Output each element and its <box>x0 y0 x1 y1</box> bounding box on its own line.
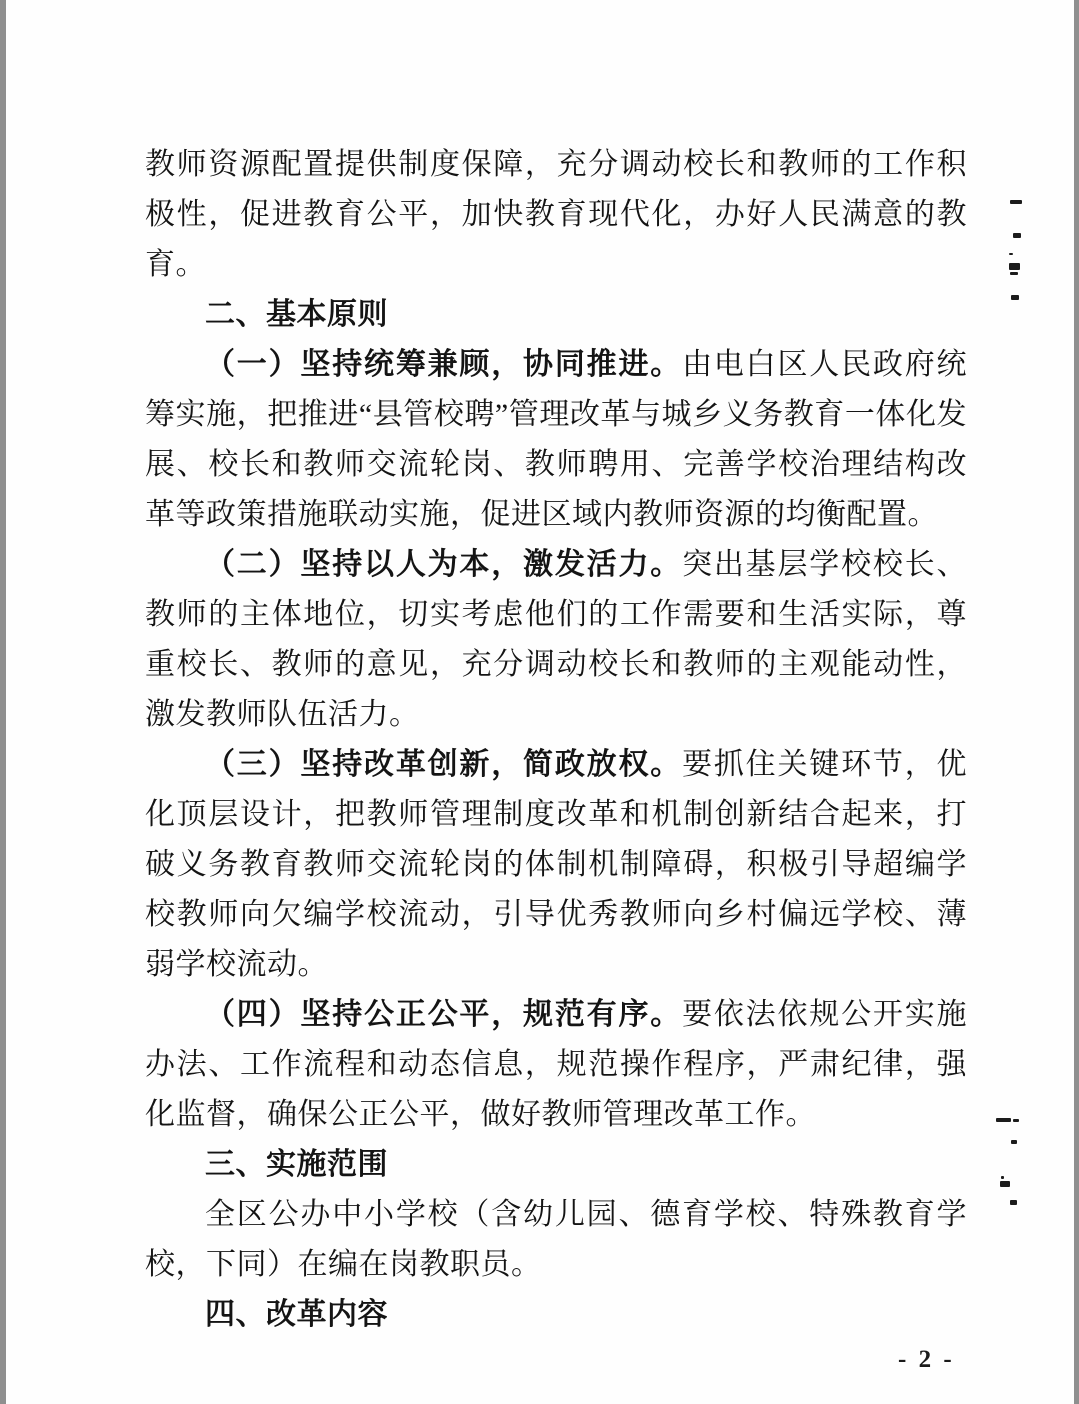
scan-artifact <box>1013 1119 1019 1122</box>
scope-paragraph: 全区公办中小学校（含幼儿园、德育学校、特殊教育学校，下同）在编在岗教职员。 <box>145 1198 967 1281</box>
scan-edge-right <box>1074 0 1079 1404</box>
scan-artifact <box>1009 253 1013 255</box>
scan-artifact <box>1001 1176 1004 1179</box>
scan-artifact <box>1010 1200 1017 1205</box>
principle-item-2 <box>145 540 967 740</box>
scan-artifact <box>1009 263 1020 270</box>
principle-1-lead: （一）坚持统筹兼顾，协同推进。 <box>205 348 683 381</box>
principle-2-text: 突出基层学校校长、教师的主体地位，切实考虑他们的工作需要和生活实际，尊重校长、教师的意见，充分调动校长和教师的主观能动性，激发教师队伍活力。 <box>145 548 968 731</box>
paragraph-continuation: 教师资源配置提供制度保障，充分调动校长和教师的工作积极性，促进教育公平，加快教育现代化，办好人民满意的教育。 <box>145 148 967 281</box>
principle-1-text: 由电白区人民政府统筹实施，把推进“县管校聘”管理改革与城乡义务教育一体化发展、校长和教师交流轮岗、教师聘用、完善学校治理结构改革等政策措施联动实施，促进区域内教师资源的均衡配置。 <box>145 348 968 531</box>
principle-4-lead: （四）坚持公正公平，规范有序。 <box>205 998 683 1031</box>
scan-artifact <box>1013 233 1021 238</box>
principle-2-lead: （二）坚持以人为本，激发活力。 <box>205 548 683 581</box>
principle-3-lead: （三）坚持改革创新，简政放权。 <box>205 748 683 781</box>
scan-edge-left <box>0 0 6 1404</box>
principle-item-4 <box>145 990 967 1140</box>
principle-item-1 <box>145 340 967 540</box>
section-heading-reform-content: 四、改革内容 <box>205 1298 388 1331</box>
scan-artifact <box>1011 295 1019 300</box>
principle-3-text: 要抓住关键环节，优化顶层设计，把教师管理制度改革和机制创新结合起来，打破义务教育教师交流轮岗的体制机制障碍，积极引导超编学校教师向欠编学校流动，引导优秀教师向乡村偏远学校、薄弱学校流动。 <box>145 748 968 981</box>
section-heading-basic-principles: 二、基本原则 <box>205 298 388 331</box>
principle-4-text: 要依法依规公开实施办法、工作流程和动态信息，规范操作程序，严肃纪律，强化监督，确保公正公平，做好教师管理改革工作。 <box>145 998 968 1131</box>
section-heading-implementation-scope: 三、实施范围 <box>205 1148 388 1181</box>
scan-artifact <box>1010 272 1018 275</box>
scan-artifact <box>1010 200 1022 204</box>
scan-artifact <box>996 1118 1011 1122</box>
principle-item-3 <box>145 740 967 990</box>
scan-artifact <box>1000 1181 1010 1187</box>
page-number: - 2 - <box>898 1346 955 1373</box>
scan-artifact <box>1011 1140 1017 1144</box>
document-body <box>145 140 967 1340</box>
